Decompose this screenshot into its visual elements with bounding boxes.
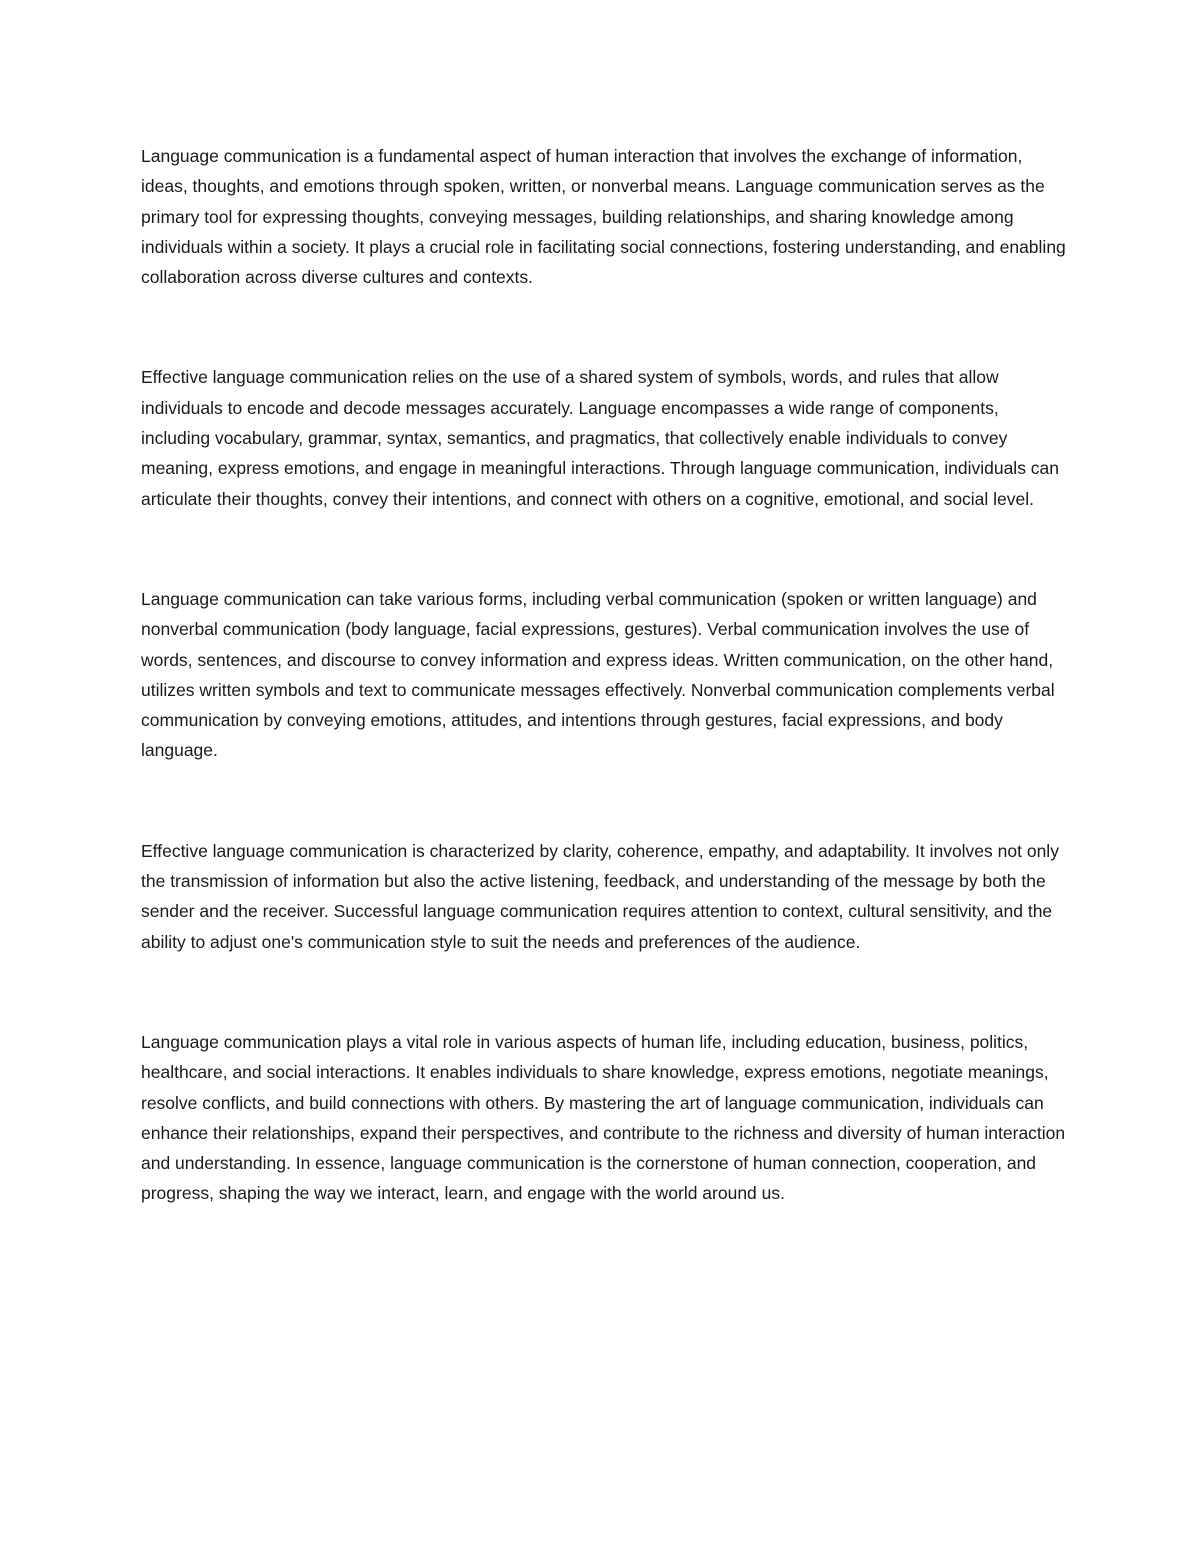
paragraph-4: Effective language communication is characterized by clarity, coherence, empathy, and adaptability. It involves not only the transmission of information but also the active listening, feedback, and understanding of the message by both the sender and the receiver. Successful language communication requires attention to context, cultural sensitivity, and the ability to adjust one's communication style to suit the needs and preferences of the audience.: [141, 840, 1059, 952]
paragraph-5: Language communication plays a vital role in various aspects of human life, including education, business, politics, healthcare, and social interactions. It enables individuals to share knowledge, express emotions, negotiate meanings, resolve conflicts, and build connections with others. By mastering the art of language communication, individuals can enhance their relationships, expand their perspectives, and contribute to the richness and diversity of human interaction and understanding. In essence, language communication is the cornerstone of human connection, cooperation, and progress, shaping the way we interact, learn, and engage with the world around us.: [141, 1031, 1066, 1204]
paragraph-1: Language communication is a fundamental aspect of human interaction that involves the exchange of information, ideas, thoughts, and emotions through spoken, written, or nonverbal means. Language communication serves as the primary tool for expressing thoughts, conveying messages, building relationships, and sharing knowledge among individuals within a society. It plays a crucial role in facilitating social connections, fostering understanding, and enabling collaboration across diverse cultures and contexts.: [141, 146, 1066, 288]
document-body: [141, 141, 1066, 1209]
paragraph-3: Language communication can take various forms, including verbal communication (spoken or written language) and nonverbal communication (body language, facial expressions, gestures). Verbal communication involves the use of words, sentences, and discourse to convey information and express ideas. Written communication, on the other hand, utilizes written symbols and text to communicate messages effectively. Nonverbal communication complements verbal communication by conveying emotions, attitudes, and intentions through gestures, facial expressions, and body language.: [141, 588, 1055, 761]
paragraph-2: Effective language communication relies on the use of a shared system of symbols, words, and rules that allow individuals to encode and decode messages accurately. Language encompasses a wide range of components, including vocabulary, grammar, syntax, semantics, and pragmatics, that collectively enable individuals to convey meaning, express emotions, and engage in meaningful interactions. Through language communication, individuals can articulate their thoughts, convey their intentions, and connect with others on a cognitive, emotional, and social level.: [141, 367, 1060, 509]
